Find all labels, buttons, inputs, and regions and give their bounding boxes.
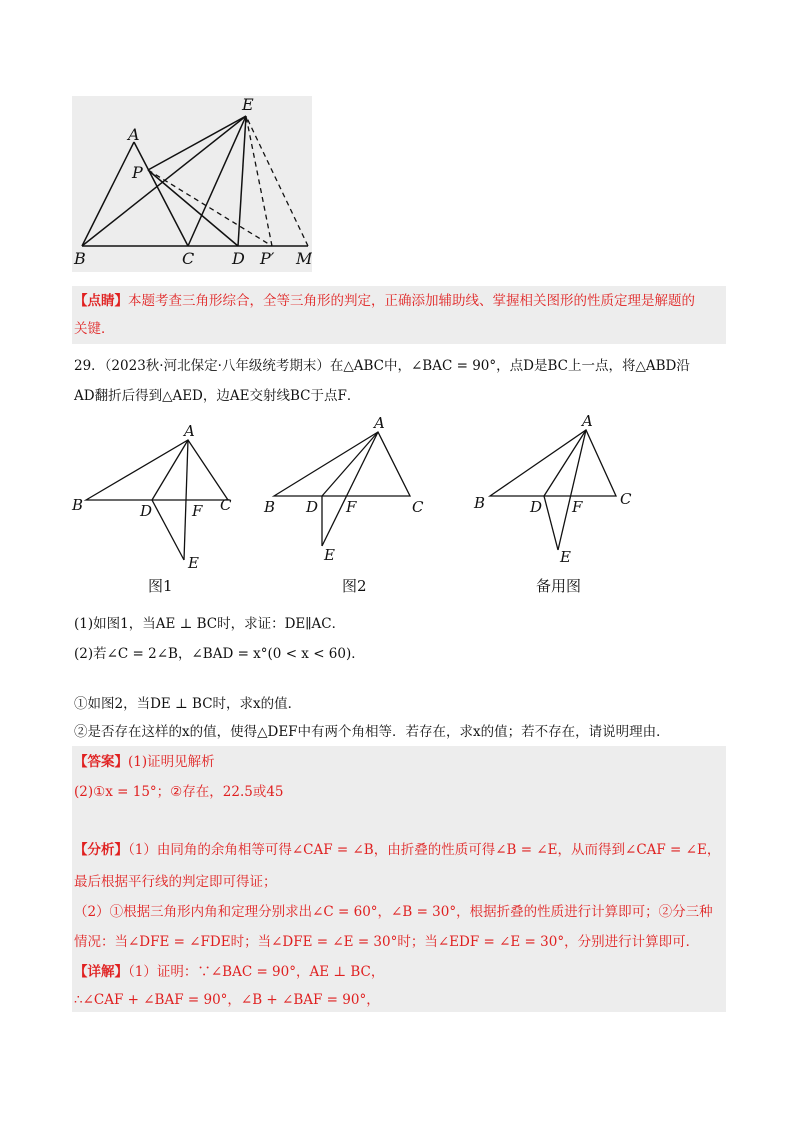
analysis-line-1 [74, 840, 720, 860]
segment-pe [148, 116, 246, 170]
analysis-text-2: 最后根据平行线的判定即可得证； [74, 874, 277, 890]
analysis-text-1: （1）由同角的余角相等可得∠CAF = ∠B，由折叠的性质可得∠B = ∠E，从而得到∠CAF = ∠E， [128, 842, 721, 858]
segment-ba [82, 142, 134, 246]
fig2-label-d: D [306, 498, 319, 516]
figure-2 [274, 432, 410, 546]
answer-text-1: (1)证明见解析 [128, 754, 215, 770]
question-1: (1)如图1，当AE ⊥ BC时，求证：DE∥AC． [74, 616, 346, 632]
label-d: D [232, 249, 245, 268]
detail-text-1: （1）证明：∵∠BAC = 90°，AE ⊥ BC， [128, 964, 385, 980]
question-2b: ②是否存在这样的x的值，使得△DEF中有两个角相等．若存在，求x的值；若不存在，请说明理由． [74, 724, 670, 740]
fig1-label-d: D [140, 502, 153, 520]
segment-be [82, 116, 246, 246]
label-p-prime: P′ [260, 249, 275, 268]
problem-line-1: 29．（2023秋·河北保定·八年级统考期末）在△ABC中，∠BAC = 90°，点D是BC上一点，将△ABD沿 [74, 358, 690, 374]
caption-figure-1: 图1 [148, 577, 173, 595]
spare-label-a: A [582, 412, 593, 430]
fig2-label-a: A [374, 414, 385, 432]
label-c: C [182, 249, 195, 268]
fig1-label-e: E [188, 554, 199, 572]
answer-line-1 [74, 752, 215, 772]
fig2-label-c: C [412, 498, 424, 516]
tip-tag: 【点睛】 [74, 293, 128, 309]
label-p: P [132, 163, 143, 182]
spare-label-b: B [474, 494, 486, 512]
question-2a: ①如图2，当DE ⊥ BC时，求x的值． [74, 696, 302, 712]
analysis-text-3: （2）①根据三角形内角和定理分别求出∠C = 60°，∠B = 30°，根据折叠的性质进行计算即可；②分三种 [74, 904, 713, 920]
fig1-label-b: B [72, 496, 84, 514]
spare-label-c: C [620, 490, 632, 508]
caption-figure-spare: 备用图 [536, 577, 582, 595]
problem-line-2: AD翻折后得到△AED，边AE交射线BC于点F． [74, 388, 361, 404]
segment-ac [134, 142, 188, 246]
fig1-label-f: F [192, 502, 203, 520]
fig1-label-a: A [184, 422, 195, 440]
tip-text-1: 本题考查三角形综合，全等三角形的判定，正确添加辅助线、掌握相关图形的性质定理是解题的 [128, 293, 695, 309]
segment-de [238, 116, 246, 246]
caption-figure-2: 图2 [342, 577, 367, 595]
label-a: A [128, 125, 140, 144]
segment-ce [188, 116, 246, 246]
answer-tag: 【答案】 [74, 754, 128, 770]
analysis-text-4: 情况：当∠DFE = ∠FDE时；当∠DFE = ∠E = 30°时；当∠EDF = ∠E = 30°，分别进行计算即可． [74, 934, 700, 950]
label-b: B [74, 249, 86, 268]
top-geometry-figure [72, 96, 312, 272]
dashed-me [246, 116, 308, 246]
dashed-pp [148, 170, 272, 246]
tip-text-2: 关键． [74, 321, 115, 337]
fig2-label-b: B [264, 498, 276, 516]
tip-line-1 [74, 291, 695, 311]
fig2-label-e: E [324, 546, 335, 564]
question-2: (2)若∠C = 2∠B，∠BAD = x°(0 < x < 60)． [74, 646, 365, 662]
fig1-label-c: C [220, 496, 232, 514]
label-m: M [296, 249, 312, 268]
detail-text-2: ∴∠CAF + ∠BAF = 90°，∠B + ∠BAF = 90°， [74, 992, 380, 1008]
detail-line-1 [74, 962, 384, 982]
fig2-label-f: F [346, 498, 357, 516]
spare-label-e: E [560, 548, 571, 566]
spare-label-d: D [530, 498, 543, 516]
answer-text-2: (2)①x = 15°；②存在，22.5或45 [74, 784, 284, 800]
dashed-ppe [246, 116, 272, 246]
figure-1 [86, 440, 228, 560]
figure-spare [490, 430, 616, 550]
figures-row [60, 412, 720, 598]
analysis-tag: 【分析】 [74, 842, 128, 858]
label-e: E [242, 96, 254, 114]
detail-tag: 【详解】 [74, 964, 128, 980]
spare-label-f: F [572, 498, 583, 516]
